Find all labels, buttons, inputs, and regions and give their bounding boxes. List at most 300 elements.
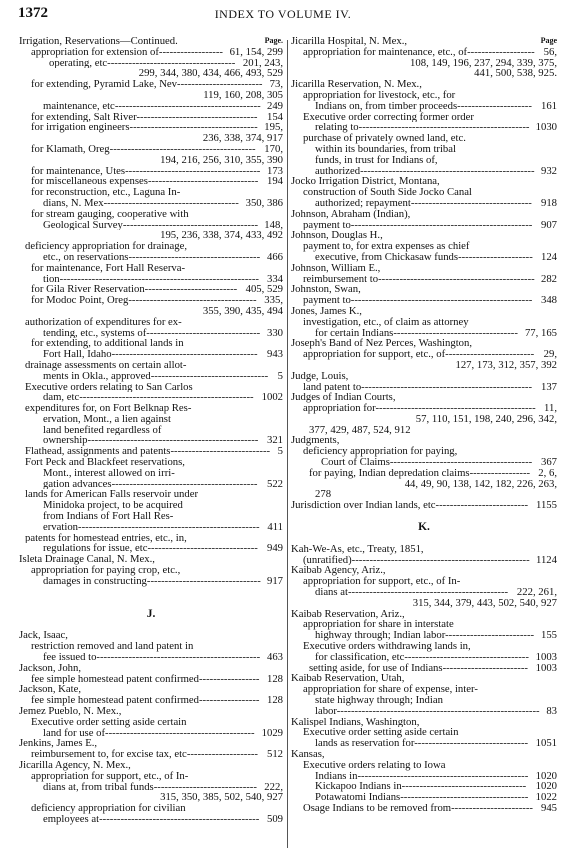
index-entry [19, 814, 283, 825]
index-entry [19, 576, 283, 587]
dot-leader: ------------------------------------ [400, 792, 529, 803]
index-entry [19, 728, 283, 739]
entry-text: tending, etc., systems of-------------------------------- [43, 327, 261, 339]
entry-page-ref: 61, 154, 299 [229, 46, 283, 58]
index-entry: appropriation for share of expense, inter- [303, 684, 478, 696]
index-entry [291, 457, 557, 468]
dot-leader: ------------------------------- [147, 176, 259, 188]
index-entry: expenditures for, on Fort Belknap Res- [25, 403, 192, 414]
dot-leader: ------------------------- [445, 349, 535, 360]
dot-leader: -------------------- [186, 749, 258, 760]
dot-leader: ------------------------------------------------- [360, 165, 535, 177]
index-page-numbers: 57, 110, 151, 198, 240, 296, 342, [415, 413, 557, 425]
dot-leader: ------------------------------------ [129, 122, 258, 134]
entry-text: dians, N. Mex-------------------------------------- [43, 197, 239, 209]
index-entry: investigation, etc., of claim as attorney [303, 316, 469, 328]
dot-leader: ----------------------------------------- [111, 478, 258, 490]
dot-leader: ----------------------------------------- [114, 100, 261, 112]
dot-leader: --------------------------------------------------- [78, 521, 260, 533]
entry-page-ref: 137 [540, 381, 557, 393]
index-entry: within its boundaries, from tribal [315, 143, 456, 155]
entry-text: operating, etc------------------------------------ [49, 57, 236, 69]
index-entry [291, 382, 557, 393]
index-page-numbers: 108, 149, 196, 237, 294, 339, 375, [410, 57, 557, 69]
index-entry: Joseph's Band of Nez Perces, Washington, [291, 338, 473, 350]
index-entry [291, 295, 557, 306]
dot-leader: ----------------- [469, 467, 531, 479]
entry-page-ref: 1003 [535, 651, 557, 663]
entry-page-ref: 128 [266, 673, 283, 685]
entry-page-ref: 463 [266, 652, 283, 663]
entry-text: Flathead, assignments and patents---------------------------- [25, 446, 271, 458]
entry-page-ref: 11, [544, 403, 557, 414]
entry-page-ref: 1020 [535, 770, 557, 782]
index-entry: Executive order setting aside certain [303, 727, 459, 739]
index-entry [19, 652, 283, 663]
dot-leader: ----------------------------- [153, 781, 257, 793]
entry-page-ref: 5 [277, 446, 283, 458]
index-entry: for maintenance, Fort Hall Reserva- [31, 262, 186, 274]
index-entry [291, 122, 557, 133]
index-entry: Fort Peck and Blackfeet reservations, [25, 457, 185, 468]
index-entry: lands for American Falls reservoir under [25, 489, 199, 501]
index-entry [291, 468, 557, 479]
index-entry: Jack, Isaac, [19, 630, 68, 642]
index-entry [19, 176, 283, 187]
index-entry: Jemez Pueblo, N. Mex., [19, 706, 122, 717]
index-entry [19, 392, 283, 403]
dot-leader: --------------------------------------------- [99, 813, 260, 825]
index-entry: deficiency appropriation for paying, [303, 446, 458, 458]
page-column-label: Page [540, 36, 557, 45]
entry-page-ref: 170, [264, 143, 283, 155]
dot-leader: ---------------------------------- [410, 197, 532, 209]
entry-page-ref: 509 [266, 813, 283, 825]
entry-text: Jurisdiction over Indian lands, etc-------------------------- [291, 500, 529, 512]
index-entry [19, 58, 283, 69]
entry-text: gation advances----------------------------------------- [43, 478, 258, 490]
entry-text: tion-------------------------------------------------------- [43, 273, 259, 285]
entry-text: Indians on, from timber proceeds--------------------- [315, 100, 532, 112]
dot-leader: ---------------------------- [170, 446, 271, 458]
index-entry: Judgments, [291, 435, 340, 447]
entry-text: Court of Claims---------------------------------------- [321, 457, 533, 468]
dot-leader: -------------------------------------- [125, 165, 261, 177]
entry-page-ref: 907 [540, 219, 557, 231]
dot-leader: ----------------------------------------- [109, 143, 256, 155]
index-entry: Kansas, [291, 749, 325, 760]
index-entry: purchase of privately owned land, etc. [303, 133, 466, 144]
dot-leader: ------------------------------- [147, 543, 258, 555]
entry-text: for miscellaneous expenses------------------------------- [31, 176, 259, 188]
index-entry: Judges of Indian Courts, [291, 392, 396, 404]
index-entry: deficiency appropriation for civilian [31, 803, 186, 814]
entry-text: Fort Hall, Idaho----------------------------------------- [43, 349, 258, 360]
index-entry: Johnson, Douglas H., [291, 230, 383, 242]
index-entry: Johnston, Swan, [291, 284, 361, 296]
dot-leader: ----------------------------------- [401, 781, 527, 793]
index-entry [19, 36, 283, 47]
index-entry [19, 435, 283, 446]
entry-text: ervation--------------------------------------------------- [43, 521, 260, 533]
dot-leader: ----------------- [198, 695, 260, 707]
entry-page-ref: 466 [266, 251, 283, 263]
entry-text: Indians in------------------------------------------------ [315, 770, 529, 782]
entry-page-ref: 1003 [535, 662, 557, 674]
index-entry: Jones, James K., [291, 305, 362, 317]
index-entry [19, 112, 283, 123]
index-entry [291, 166, 557, 177]
index-entry [19, 749, 283, 760]
index-entry: Executive order correcting former order [303, 111, 474, 123]
dot-leader: --------------------------------------------------------- [336, 705, 540, 717]
entry-page-ref: 1002 [261, 392, 283, 404]
index-entry: Kaibab Reservation, Ariz., [291, 608, 405, 620]
index-entry [19, 522, 283, 533]
left-index-column [19, 36, 283, 825]
index-entry [291, 803, 557, 814]
dot-leader: -------------------------------------------- [378, 273, 535, 285]
entry-text: for maintenance, Utes-------------------------------------- [31, 165, 261, 177]
index-entry: Executive order setting aside certain [31, 716, 187, 728]
entry-page-ref: 1155 [536, 500, 557, 512]
index-entry: construction of South Side Jocko Canal [303, 187, 472, 198]
index-entry [19, 144, 283, 155]
entry-text: highway through; Indian labor------------------------- [315, 630, 535, 642]
index-entry [291, 252, 557, 263]
entry-text: appropriation for maintenance, etc., of------------------- [303, 46, 535, 58]
entry-page-ref: 949 [266, 543, 283, 555]
dot-leader: ------------------------ [442, 662, 528, 674]
entry-text: fee simple homestead patent confirmed----------------- [31, 695, 260, 707]
entry-page-ref: 1020 [535, 781, 557, 793]
index-entry [19, 674, 283, 685]
entry-page-ref: 334 [266, 273, 283, 285]
index-entry [19, 479, 283, 490]
index-entry: authorization of expenditures for ex- [25, 316, 182, 328]
dot-leader: ------------------------------------------------ [357, 770, 529, 782]
dot-leader: ------------------------------------------------ [358, 122, 530, 134]
entry-page-ref: 1051 [535, 738, 557, 749]
entry-text: dam, etc------------------------------------------------- [43, 392, 254, 404]
index-entry [291, 220, 557, 231]
entry-text: Potawatomi Indians------------------------------------ [315, 792, 529, 803]
entry-text: setting aside, for use of Indians------------------------ [309, 662, 528, 674]
index-entry [291, 792, 557, 803]
section-letter-heading: K. [418, 522, 430, 533]
entry-page-ref: 348 [540, 295, 557, 306]
index-entry: 278 [315, 489, 332, 501]
entry-text: reimbursement to, for excise tax, etc-------------------- [31, 749, 258, 760]
index-entry: land benefited regardless of [43, 424, 162, 436]
entry-page-ref: 154 [266, 111, 283, 123]
index-entry: Jicarilla Reservation, N. Mex., [291, 79, 422, 90]
index-entry [291, 101, 557, 112]
entry-text: for paying, Indian depredation claims----------------- [309, 467, 531, 479]
index-entry [19, 274, 283, 285]
index-entry [291, 771, 557, 782]
entry-page-ref: 350, 386 [245, 197, 283, 209]
dot-leader: -------------------------------- [146, 327, 261, 339]
index-entry [19, 101, 283, 112]
index-page-numbers: 236, 338, 374, 917 [202, 133, 283, 144]
entry-text: labor--------------------------------------------------------- [315, 705, 540, 717]
entry-page-ref: 411 [267, 521, 283, 533]
entry-text: ownership------------------------------------------------ [43, 435, 259, 447]
dot-leader: -------------------------------- [146, 575, 261, 587]
spacer [19, 587, 283, 598]
index-entry: ervation, Mont., a lien against [43, 413, 171, 425]
entry-text: fee simple homestead patent confirmed----------------- [31, 673, 260, 685]
entry-page-ref: 282 [540, 273, 557, 285]
column-divider [287, 40, 288, 848]
entry-page-ref: 1124 [536, 554, 557, 566]
entry-page-ref: 77, 165 [524, 327, 557, 339]
index-entry: Johnson, Abraham (Indian), [291, 208, 411, 220]
index-entry: Isleta Drainage Canal, N. Mex., [19, 554, 155, 566]
dot-leader: -------------------------- [435, 500, 529, 512]
dot-leader: ------------------------------------------------ [87, 435, 259, 447]
entry-text: payment to--------------------------------------------------- [303, 219, 533, 231]
index-entry: restriction removed and land patent in [31, 641, 194, 653]
dot-leader: ----------------------------------------- [111, 349, 258, 360]
dot-leader: ------------------------------------- [128, 251, 261, 263]
index-entry [291, 198, 557, 209]
index-entry: appropriation for support, etc., of In- [31, 770, 189, 782]
index-entry: Executive orders withdrawing lands in, [303, 641, 471, 652]
index-entry [291, 630, 557, 641]
entry-text: for irrigation engineers------------------------------------ [31, 122, 258, 134]
index-entry [291, 781, 557, 792]
entry-text: for extending, Pyramid Lake, Nev------------------------ [31, 79, 263, 90]
index-entry: appropriation for paying crop, etc., [31, 565, 181, 576]
entry-page-ref: 405, 529 [245, 284, 283, 296]
index-entry: for stream gauging, cooperative with [31, 208, 189, 220]
index-page-numbers: 119, 160, 208, 305 [203, 89, 283, 101]
entry-page-ref: 56, [543, 46, 557, 58]
entry-text: payment to--------------------------------------------------- [303, 295, 533, 306]
index-entry [19, 371, 283, 382]
index-entry: Executive orders relating to Iowa [303, 759, 446, 771]
entry-text: land patent to------------------------------------------------ [303, 381, 533, 393]
dot-leader: ------------------------------------------------ [361, 381, 533, 393]
dot-leader: --------------------- [458, 251, 533, 263]
entry-text: for Modoc Point, Oreg------------------------------------ [31, 295, 257, 306]
index-entry [19, 198, 283, 209]
dot-leader: -------------------------------------- [103, 197, 239, 209]
entry-text: dians at--------------------------------------------- [315, 587, 509, 598]
index-entry: Executive orders relating to San Carlos [25, 381, 193, 393]
index-entry: Minidoka project, to be acquired [43, 500, 183, 512]
entry-text: Jicarilla Hospital, N. Mex., [291, 36, 408, 47]
index-entry: 377, 429, 487, 524, 912 [309, 424, 411, 436]
index-page-numbers: 441, 500, 538, 925. [474, 68, 557, 80]
page-number: 1372 [18, 5, 48, 21]
dot-leader: -------------------------------- [414, 738, 529, 749]
index-entry: Kaibab Reservation, Utah, [291, 673, 405, 685]
entry-text: appropriation for support, etc., of------------------------- [303, 349, 535, 360]
dot-leader: --------------------------------------------- [347, 587, 509, 598]
spacer [19, 598, 283, 609]
index-entry [291, 738, 557, 749]
entry-page-ref: 945 [540, 802, 557, 814]
entry-page-ref: 522 [266, 478, 283, 490]
dot-leader: ------------------- [467, 46, 535, 58]
index-page-numbers: 195, 236, 338, 374, 433, 492 [160, 230, 283, 242]
dot-leader: -------------------------- [144, 284, 238, 296]
section-letter-heading: J. [146, 608, 156, 620]
dot-leader: ----------------- [198, 673, 260, 685]
entry-page-ref: 155 [540, 630, 557, 642]
entry-text: damages in constructing-------------------------------- [43, 575, 261, 587]
index-entry: state highway through; Indian [315, 695, 443, 706]
index-entry [19, 328, 283, 339]
index-entry [291, 587, 557, 598]
index-entry [19, 782, 283, 793]
dot-leader: ---------------------------------------------- [96, 652, 261, 663]
entry-text: for certain Indians----------------------------------- [315, 327, 518, 339]
dot-leader: ----------------------------------- [404, 651, 529, 663]
index-entry [291, 403, 557, 414]
index-page-numbers: 194, 216, 256, 310, 355, 390 [160, 154, 283, 166]
entry-page-ref: 1030 [535, 122, 557, 134]
index-entry: Jackson, Kate, [19, 684, 82, 696]
index-entry: Judge, Louis, [291, 370, 349, 382]
entry-page-ref: 73, [269, 79, 283, 90]
entry-text: Kickapoo Indians in----------------------------------- [315, 781, 527, 793]
entry-text: dians at, from tribal funds----------------------------- [43, 781, 257, 793]
index-entry [19, 349, 283, 360]
entry-text: Irrigation, Reservations—Continued. [19, 36, 178, 47]
entry-page-ref: 173 [266, 165, 283, 177]
dot-leader: ---------------------------------- [136, 111, 258, 123]
entry-page-ref: 2, 6, [538, 467, 557, 479]
index-entry [19, 220, 283, 231]
index-entry: drainage assessments on certain allot- [25, 359, 187, 371]
dot-leader: ------------------------------------------------- [79, 392, 254, 404]
page-header [18, 5, 548, 23]
entry-page-ref: 512 [266, 749, 283, 760]
entry-text: Osage Indians to be removed from----------------------- [303, 802, 533, 814]
dot-leader: ------------------------------------------ [105, 727, 255, 739]
entry-text: lands as reservation for-------------------------------- [315, 738, 529, 749]
index-entry: Mont., interest allowed on irri- [43, 467, 175, 479]
dot-leader: --------------------------------- [150, 370, 269, 382]
entry-page-ref: 128 [266, 695, 283, 707]
entry-page-ref: 194 [266, 176, 283, 188]
entry-page-ref: 148, [264, 219, 283, 231]
index-page-numbers: 355, 390, 435, 494 [202, 305, 283, 317]
entry-page-ref: 1022 [535, 792, 557, 803]
entry-page-ref: 222, [264, 781, 283, 793]
dot-leader: ----------------------- [451, 802, 533, 814]
entry-page-ref: 943 [266, 349, 283, 360]
index-entry: deficiency appropriation for drainage, [25, 241, 188, 252]
entry-text: for extending, Salt River---------------------------------- [31, 111, 258, 123]
entry-page-ref: 249 [266, 100, 283, 112]
entry-page-ref: 201, 243, [242, 57, 283, 69]
entry-text: for Klamath, Oreg----------------------------------------- [31, 143, 256, 155]
index-entry [291, 274, 557, 285]
index-entry [19, 295, 283, 306]
entry-text: relating to------------------------------------------------ [315, 122, 530, 134]
index-entry: appropriation for livestock, etc., for [303, 89, 456, 101]
dot-leader: --------------------- [457, 100, 532, 112]
page-column-label: Page. [264, 36, 283, 45]
index-entry [19, 543, 283, 554]
entry-text: authorized; repayment---------------------------------- [315, 197, 532, 209]
entry-text: fee issued to---------------------------------------------- [43, 652, 261, 663]
entry-text: for classification, etc----------------------------------- [315, 651, 529, 663]
dot-leader: ------------------------ [177, 79, 263, 90]
entry-text: Geological Survey-------------------------------------- [43, 219, 259, 231]
entry-page-ref: 321 [266, 435, 283, 447]
entry-text: for Gila River Reservation-------------------------- [31, 284, 238, 296]
entry-text: regulations for issue, etc------------------------------- [43, 543, 258, 555]
dot-leader: ------------------------------------ [107, 57, 236, 69]
index-entry [291, 349, 557, 360]
entry-page-ref: 918 [540, 197, 557, 209]
entry-text: appropriation for extension of------------------ [31, 46, 223, 58]
index-entry [291, 36, 557, 47]
index-entry [19, 79, 283, 90]
entry-text: reimbursement to-------------------------------------------- [303, 273, 535, 285]
index-entry: appropriation for support, etc., of In- [303, 576, 461, 588]
entry-page-ref: 1029 [261, 727, 283, 739]
dot-leader: ------------------ [158, 46, 223, 58]
dot-leader: --------------------------------------------- [375, 403, 536, 414]
index-entry [291, 328, 557, 339]
dot-leader: ----------------------------------- [393, 327, 518, 339]
entry-text: etc., on reservations------------------------------------- [43, 251, 261, 263]
index-entry: Kah-We-As, etc., Treaty, 1851, [291, 543, 424, 555]
index-entry [19, 695, 283, 706]
entry-page-ref: 330 [266, 327, 283, 339]
entry-page-ref: 367 [540, 457, 557, 468]
dot-leader: ---------------------------------------- [389, 457, 533, 468]
entry-page-ref: 222, 261, [516, 587, 557, 598]
dot-leader: -------------------------------------------------------- [59, 273, 259, 285]
entry-text: employees at--------------------------------------------- [43, 813, 260, 825]
index-entry [19, 284, 283, 295]
entry-page-ref: 124 [540, 251, 557, 263]
index-page-numbers: 315, 344, 379, 443, 502, 540, 927 [412, 597, 557, 609]
index-entry [19, 122, 283, 133]
index-entry: Jenkins, James E., [19, 738, 98, 750]
dot-leader: ------------------------------------ [128, 295, 257, 306]
spacer [291, 511, 557, 522]
index-entry [19, 166, 283, 177]
entry-page-ref: 917 [266, 575, 283, 587]
index-entry: funds, in trust for Indians of, [315, 154, 438, 166]
entry-page-ref: 161 [540, 100, 557, 112]
entry-text: (unratified)-------------------------------------------------- [303, 554, 530, 566]
index-entry [19, 446, 283, 457]
index-entry [291, 663, 557, 674]
index-page-numbers: 127, 173, 312, 357, 392 [455, 359, 557, 371]
index-entry: appropriation for share in interstate [303, 619, 454, 631]
page-title: INDEX TO VOLUME IV. [214, 7, 352, 21]
index-entry [291, 652, 557, 663]
entry-text: maintenance, etc----------------------------------------- [43, 100, 261, 112]
entry-page-ref: 335, [264, 295, 283, 306]
index-entry [19, 252, 283, 263]
index-entry: payment to, for extra expenses as chief [303, 241, 470, 252]
spacer [19, 619, 283, 630]
index-entry: from Indians of Fort Hall Res- [43, 511, 174, 522]
entry-page-ref: 83 [546, 705, 557, 717]
entry-page-ref: 5 [277, 370, 283, 382]
